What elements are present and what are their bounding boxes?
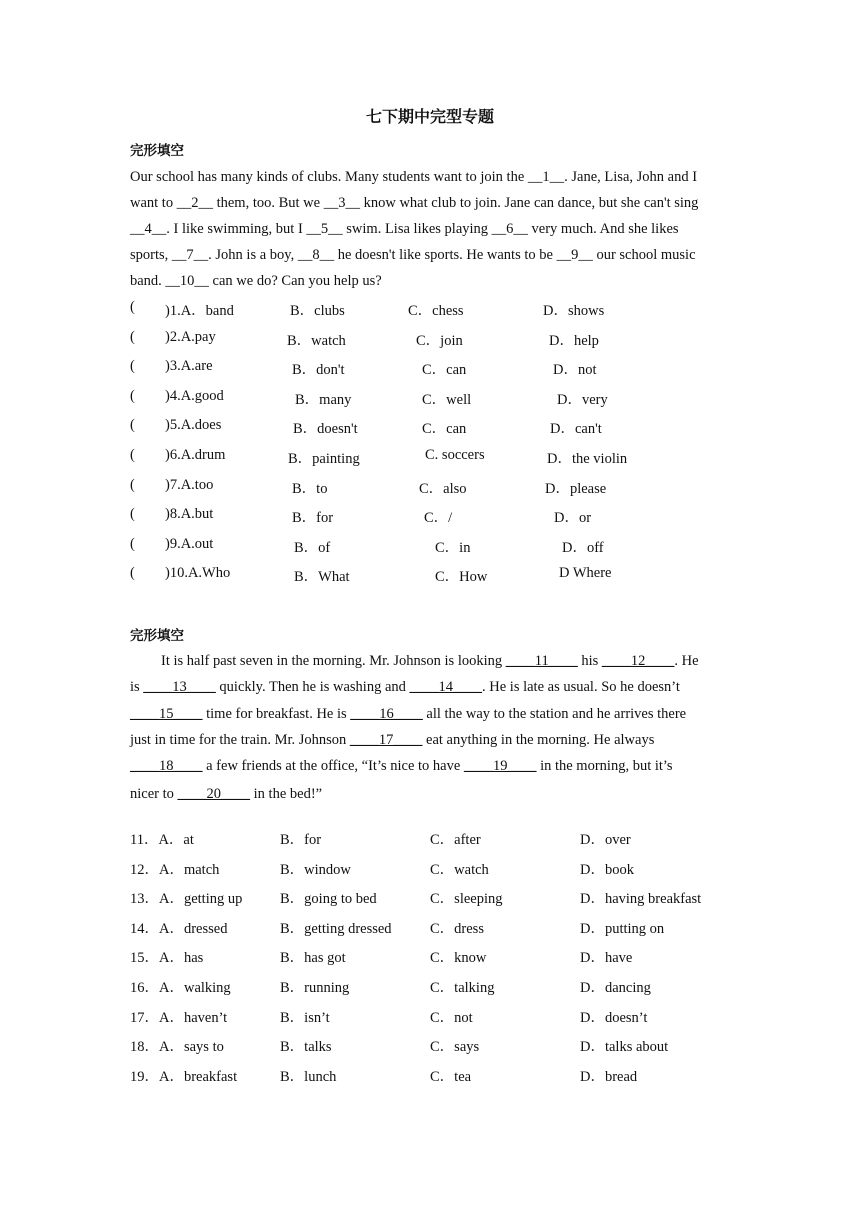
question-number-option-a: 17．A．haven’t <box>130 1009 228 1026</box>
option-b: B．of <box>294 539 331 556</box>
passage-line <box>130 674 730 700</box>
option-c: C．not <box>430 1009 473 1026</box>
question-number-option-a: 18．A．says to <box>130 1039 224 1056</box>
question-number-option-a: )6.A.drum <box>165 447 226 463</box>
passage-line <box>130 753 730 779</box>
option-b: B．don't <box>292 362 345 379</box>
option-d: D．putting on <box>580 920 665 937</box>
option-c: C．talking <box>430 980 495 996</box>
blank-18: ____18____ <box>130 758 203 775</box>
option-d: D．book <box>580 861 634 878</box>
option-c: C．know <box>430 950 487 967</box>
option-d: D．very <box>557 391 608 408</box>
option-c: C．/ <box>424 510 453 527</box>
passage-text: It is half past seven in the morning. Mr. Johnson is looking <box>161 653 506 669</box>
option-d: D．doesn’t <box>580 1009 648 1026</box>
option-d: D．dancing <box>580 980 651 996</box>
question-number-option-a: 11．A．at <box>130 832 194 848</box>
question-number-option-a: )9.A.out <box>165 535 214 552</box>
section-1-heading: 完形填空 <box>130 143 184 159</box>
option-b: B．painting <box>288 451 360 467</box>
option-c: C．watch <box>430 861 489 878</box>
option-d: D．shows <box>543 303 605 319</box>
blank-16: ____16____ <box>350 705 423 722</box>
question-paren: ( <box>130 417 135 434</box>
blank-13: ____13____ <box>143 679 216 696</box>
passage-text: a few friends at the office, “It’s nice to have <box>202 758 464 775</box>
option-d: D．or <box>554 510 592 527</box>
passage-text: quickly. Then he is washing and <box>215 679 410 696</box>
option-c: C．also <box>419 480 467 497</box>
option-b: B．for <box>292 510 334 527</box>
passage-line <box>130 701 730 727</box>
passage-line: band. __10__ can we do? Can you help us? <box>130 273 382 289</box>
question-number-option-a: 14．A．dressed <box>130 920 228 937</box>
option-c: C．after <box>430 832 481 848</box>
passage-text: . He is late as usual. So he doesn’t <box>482 679 680 696</box>
question-number-option-a: 19．A．breakfast <box>130 1068 238 1085</box>
page-title: 七下期中完型专题 <box>365 107 494 126</box>
question-number-option-a: 13．A．getting up <box>130 891 243 908</box>
passage-text: his <box>577 653 602 669</box>
passage-line: sports, __7__. John is a boy, __8__ he doesn't like sports. He wants to be __9__ our school music <box>130 247 696 263</box>
passage-text: just in time for the train. Mr. Johnson <box>130 731 350 748</box>
option-d: D．have <box>580 950 633 967</box>
passage-line <box>130 727 730 753</box>
option-d: D．bread <box>580 1068 638 1085</box>
option-b: B．isn’t <box>280 1009 330 1026</box>
question-paren: ( <box>130 299 135 315</box>
option-c: C．chess <box>408 303 464 319</box>
passage-line <box>130 781 730 807</box>
blank-20: ____20____ <box>177 786 251 803</box>
question-number-option-a: 16．A．walking <box>130 980 231 996</box>
passage-text: all the way to the station and he arrives there <box>422 705 687 722</box>
section-2-heading: 完形填空 <box>130 628 184 644</box>
question-number-option-a: )4.A.good <box>165 387 224 404</box>
blank-15: ____15____ <box>130 705 203 722</box>
question-paren: ( <box>130 328 135 345</box>
question-paren: ( <box>130 447 135 463</box>
passage-text: is <box>130 679 144 696</box>
question-number-option-a: )10.A.Who <box>165 565 231 582</box>
option-b: B．talks <box>280 1039 332 1056</box>
option-b: B．getting dressed <box>280 920 392 937</box>
option-b: B．running <box>280 980 350 996</box>
passage-text: time for breakfast. He is <box>202 705 351 722</box>
option-c: C．dress <box>430 920 484 937</box>
option-b: B．going to bed <box>280 891 377 908</box>
option-c: C．How <box>435 569 488 586</box>
option-b: B．to <box>292 480 328 497</box>
question-paren: ( <box>130 535 135 552</box>
question-paren: ( <box>130 506 135 523</box>
question-number-option-a: 15．A．has <box>130 950 204 967</box>
option-c: C．join <box>416 332 463 349</box>
passage-text: . He <box>674 653 699 669</box>
option-d: D．talks about <box>580 1039 669 1056</box>
option-d: D．the violin <box>547 451 628 467</box>
blank-12: ____12____ <box>601 653 675 669</box>
option-c: C．tea <box>430 1068 472 1085</box>
question-paren: ( <box>130 476 135 493</box>
passage-text: nicer to <box>130 786 178 803</box>
question-number-option-a: )3.A.are <box>165 358 213 375</box>
blank-14: ____14____ <box>409 679 483 696</box>
option-d: D．can't <box>550 421 602 438</box>
question-number-option-a: )7.A.too <box>165 476 214 493</box>
option-b: B．What <box>294 569 350 586</box>
question-paren: ( <box>130 565 135 582</box>
passage-text: in the morning, but it’s <box>536 758 673 775</box>
option-c: C．sleeping <box>430 891 503 908</box>
option-c: C．can <box>422 421 467 438</box>
section-1-passage <box>130 164 730 294</box>
blank-19: ____19____ <box>463 758 537 775</box>
option-b: B．watch <box>287 332 346 349</box>
question-number-option-a: 12．A．match <box>130 861 220 878</box>
option-d: D．please <box>545 480 607 497</box>
option-b: B．window <box>280 861 351 878</box>
option-c: C. soccers <box>425 447 485 463</box>
question-number-option-a: )8.A.but <box>165 506 214 523</box>
question-number-option-a: )5.A.does <box>165 417 222 434</box>
option-c: C．can <box>422 362 467 379</box>
passage-line: __4__. I like swimming, but I __5__ swim. Lisa likes playing __6__ very much. And she likes <box>130 221 679 237</box>
option-b: B．doesn't <box>293 421 358 438</box>
option-d: D．over <box>580 832 631 848</box>
option-d: D．off <box>562 539 604 556</box>
option-c: C．well <box>422 391 472 408</box>
option-c: C．in <box>435 539 471 556</box>
option-b: B．for <box>280 832 322 848</box>
passage-line: Our school has many kinds of clubs. Many students want to join the __1__. Jane, Lisa, John and I <box>130 169 698 185</box>
passage-line <box>130 648 730 674</box>
option-d: D．help <box>549 332 599 349</box>
option-d: D．having breakfast <box>580 891 702 908</box>
question-number-option-a: )2.A.pay <box>165 328 216 345</box>
section-2-passage <box>130 648 730 808</box>
option-b: B．has got <box>280 950 346 967</box>
question-number-option-a: )1.A．band <box>165 303 234 319</box>
option-d: D．not <box>553 362 597 379</box>
option-c: C．says <box>430 1039 480 1056</box>
passage-line: want to __2__ them, too. But we __3__ know what club to join. Jane can dance, but she can't sing <box>130 195 699 211</box>
option-b: B．clubs <box>290 303 345 319</box>
question-paren: ( <box>130 358 135 375</box>
passage-text: eat anything in the morning. He always <box>422 731 655 748</box>
option-b: B．lunch <box>280 1068 337 1085</box>
question-paren: ( <box>130 387 135 404</box>
option-d: D Where <box>559 565 612 582</box>
blank-11: ____11____ <box>505 653 578 669</box>
passage-text: in the bed!” <box>250 786 323 803</box>
option-b: B．many <box>295 391 352 408</box>
blank-17: ____17____ <box>349 731 423 748</box>
